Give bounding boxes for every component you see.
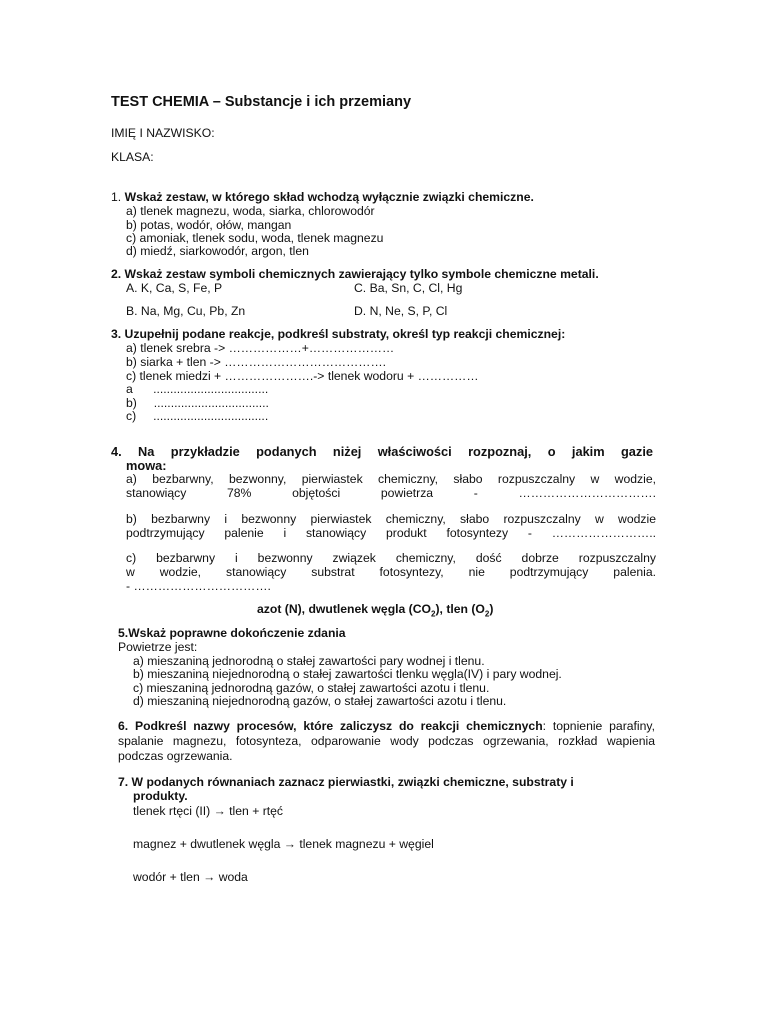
q4-answer-options — [257, 602, 494, 619]
q6-line3: podczas ogrzewania. — [118, 749, 233, 763]
q1-option-a: a) tlenek magnezu, woda, siarka, chlorowodór — [126, 204, 375, 218]
q4-answers-part2: ), tlen (O — [435, 602, 485, 616]
q6-bold: 6. Podkreśl nazwy procesów, które zaliczysz do reakcji chemicznych — [118, 719, 543, 733]
q2-option-c: C. Ba, Sn, C, Cl, Hg — [354, 281, 463, 295]
q5-title: 5.Wskaż poprawne dokończenie zdania — [118, 626, 346, 640]
q4-c-line2: w wodzie, stanowiący substrat fotosyntezy, nie podtrzymujący palenia. — [126, 565, 656, 579]
q7-title-line1: 7. W podanych równaniach zaznacz pierwiastki, związki chemiczne, substraty i — [118, 775, 574, 789]
q7-equation-2: magnez + dwutlenek węgla → tlenek magnezu + węgiel — [133, 837, 434, 851]
q4-a-line1: a) bezbarwny, bezwonny, pierwiastek chemiczny, słabo rozpuszczalny w wodzie, — [126, 472, 656, 486]
q5-intro: Powietrze jest: — [118, 640, 198, 654]
q3-answer-b: b) .................................. — [126, 396, 269, 410]
q4-answers-part1: azot (N), dwutlenek węgla (CO — [257, 602, 432, 616]
q7-equation-1: tlenek rtęci (II) → tlen + rtęć — [133, 804, 284, 818]
q2-option-b: B. Na, Mg, Cu, Pb, Zn — [126, 304, 246, 318]
q5-option-d: d) mieszaniną niejednorodną gazów, o stałej zawartości azotu i tlenu. — [133, 694, 507, 708]
q1-option-d: d) miedź, siarkowodór, argon, tlen — [126, 244, 309, 258]
q5-option-b: b) mieszaniną niejednorodną o stałej zawartości tlenku węgla(IV) i pary wodnej. — [133, 667, 562, 681]
title-bold: TEST CHEMIA — [111, 94, 209, 110]
q4-answers-part3: ) — [489, 602, 494, 616]
q2-option-a: A. K, Ca, S, Fe, P — [126, 281, 223, 295]
q4-title-line1: 4. Na przykładzie podanych niżej właściwości rozpoznaj, o jakim gazie — [111, 444, 653, 459]
q4-b-line2: podtrzymujący palenie i stanowiący produkt fotosyntezy - …………………….. — [126, 526, 656, 540]
q1-option-b: b) potas, wodór, ołów, mangan — [126, 218, 292, 232]
q4-c-line3: - ……………………………. — [126, 579, 271, 593]
q5-option-a: a) mieszaniną jednorodną o stałej zawartości pary wodnej i tlenu. — [133, 654, 485, 668]
q4-title-line2: mowa: — [126, 458, 167, 473]
q1-number: 1. — [111, 190, 125, 204]
q1-text: Wskaż zestaw, w którego skład wchodzą wyłącznie związki chemiczne. — [124, 190, 534, 204]
q5-option-c: c) mieszaniną jednorodną gazów, o stałej zawartości azotu i tlenu. — [133, 681, 490, 695]
q4-answers-sub2: 2 — [484, 609, 490, 619]
q3-line-a: a) tlenek srebra -> ………………+………………… — [126, 341, 395, 355]
q3-title: 3. Uzupełnij podane reakcje, podkreśl substraty, określ typ reakcji chemicznej: — [111, 327, 566, 341]
q3-answer-c: c) .................................. — [126, 409, 269, 423]
q1-option-c: c) amoniak, tlenek sodu, woda, tlenek magnezu — [126, 231, 384, 245]
q4-b-line1: b) bezbarwny i bezwonny pierwiastek chemiczny, słabo rozpuszczalny w wodzie — [126, 512, 656, 526]
q2-title: 2. Wskaż zestaw symboli chemicznych zawierający tylko symbole chemiczne metali. — [111, 267, 599, 281]
q6-rest: : topnienie parafiny, — [542, 719, 655, 733]
q2-option-d: D. N, Ne, S, P, Cl — [354, 304, 448, 318]
q1-title — [111, 190, 534, 204]
q4-answers-sub1: 2 — [431, 609, 436, 619]
class-label: KLASA: — [111, 150, 154, 164]
q6-line2: spalanie magnezu, fotosynteza, odparowanie wody podczas ogrzewania, rozkład wapienia — [118, 734, 655, 748]
name-label: IMIĘ I NAZWISKO: — [111, 126, 215, 140]
q4-c-line1: c) bezbarwny i bezwonny związek chemiczny, dość dobrze rozpuszczalny — [126, 551, 656, 565]
q3-line-b: b) siarka + tlen -> …………………………………. — [126, 355, 387, 369]
q7-title-line2: produkty. — [133, 789, 188, 803]
q7-equation-3: wodór + tlen → woda — [133, 870, 248, 884]
q6-line1 — [118, 719, 655, 733]
q3-answer-a: a .................................. — [126, 382, 269, 396]
q4-a-line2: stanowiący 78% objętości powietrza - ……………………………. — [126, 486, 656, 500]
q3-line-c: c) tlenek miedzi + ………………….-> tlenek wodoru + …………… — [126, 369, 479, 383]
title-rest: – Substancje i ich przemiany — [208, 94, 412, 110]
page-title — [111, 95, 411, 109]
